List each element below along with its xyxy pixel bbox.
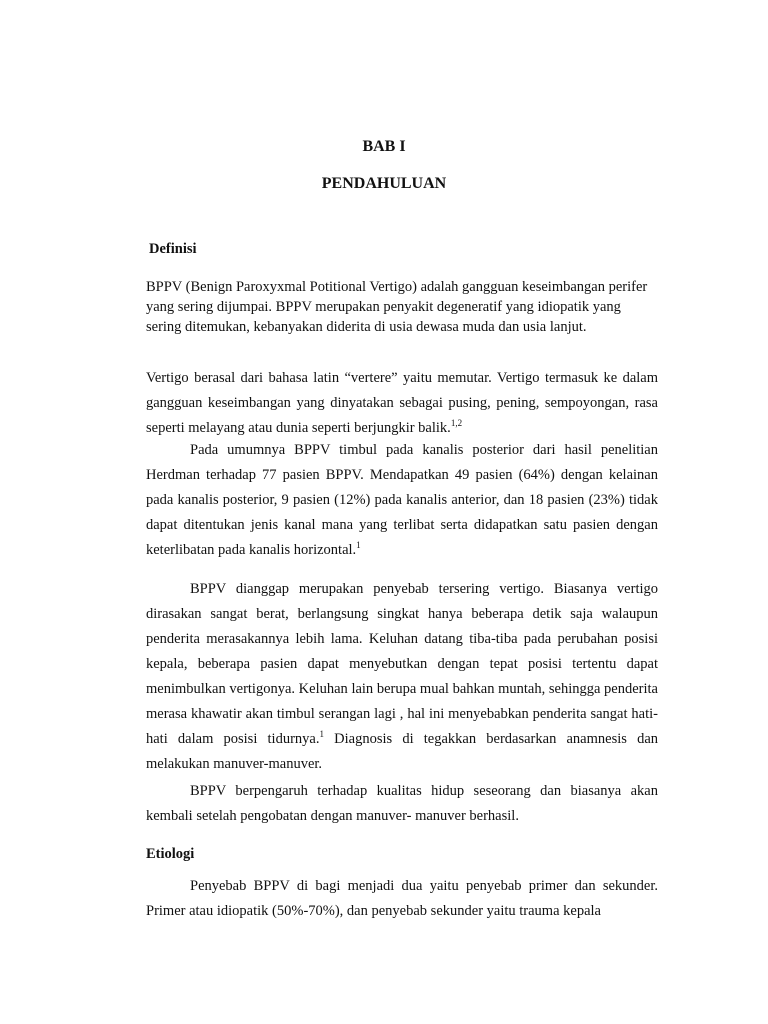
definisi-paragraph-3: Pada umumnya BPPV timbul pada kanalis posterior dari hasil penelitian Herdman terhadap 77 pasien BPPV. Mendapatkan 49 pasien (64%) dengan kelainan pada kanalis posterior, 9 pasien (12%) pada kanalis anterior, dan 18 pasien (23%) tidak dapat ditentukan jenis kanal mana yang terlibat serta didapatkan satu pasien dengan keterlibatan pada kanalis horizontal.$^1$ bbox=[146, 442, 658, 558]
footnote-ref: 1 bbox=[319, 729, 324, 739]
definisi-paragraph-2: Vertigo berasal dari bahasa latin “vertere” yaitu memutar. Vertigo termasuk ke dalam gangguan keseimbangan yang dinyatakan sebagai pusing, pening, sempoyongan, rasa seperti melayang atau dunia seperti berjungkir balik.$^{1,2}$ bbox=[146, 370, 658, 436]
footnote-ref: 1 bbox=[356, 540, 361, 550]
etiologi-paragraph-1: Penyebab BPPV di bagi menjadi dua yaitu penyebab primer dan sekunder. Primer atau idiopatik (50%-70%), dan penyebab sekunder yaitu trauma kepala bbox=[146, 878, 658, 919]
chapter-title: PENDAHULUAN bbox=[321, 175, 447, 192]
chapter-number: BAB I bbox=[362, 138, 406, 155]
definisi-paragraph-1: BPPV (Benign Paroxyxmal Potitional Vertigo) adalah gangguan keseimbangan perifer yang sering dijumpai. BPPV merupakan penyakit degeneratif yang idiopatik yang sering ditemukan, kebanyakan diderita di usia dewasa muda dan usia lanjut. bbox=[146, 279, 648, 335]
definisi-paragraph-5: BPPV berpengaruh terhadap kualitas hidup seseorang dan biasanya akan kembali setelah pengobatan dengan manuver- manuver berhasil. bbox=[146, 783, 658, 824]
section-heading-etiologi: Etiologi bbox=[146, 846, 195, 862]
footnote-ref: 1,2 bbox=[450, 418, 463, 428]
section-heading-definisi: Definisi bbox=[149, 241, 197, 257]
definisi-paragraph-4: BPPV dianggap merupakan penyebab tersering vertigo. Biasanya vertigo dirasakan sangat berat, berlangsung singkat hanya beberapa detik saja walaupun penderita merasakannya lebih lama. Keluhan datang tiba-tiba pada perubahan posisi kepala, beberapa pasien dapat menyebutkan dengan tepat posisi tertentu dapat menimbulkan vertigonya. Keluhan lain berupa mual bahkan muntah, sehingga penderita merasa khawatir akan timbul serangan lagi , hal ini menyebabkan penderita sangat hati- hati dalam posisi tidurnya.$^1$ Diagnosis di tegakkan berdasarkan anamnesis dan melakukan manuver-manuver. bbox=[146, 581, 658, 772]
